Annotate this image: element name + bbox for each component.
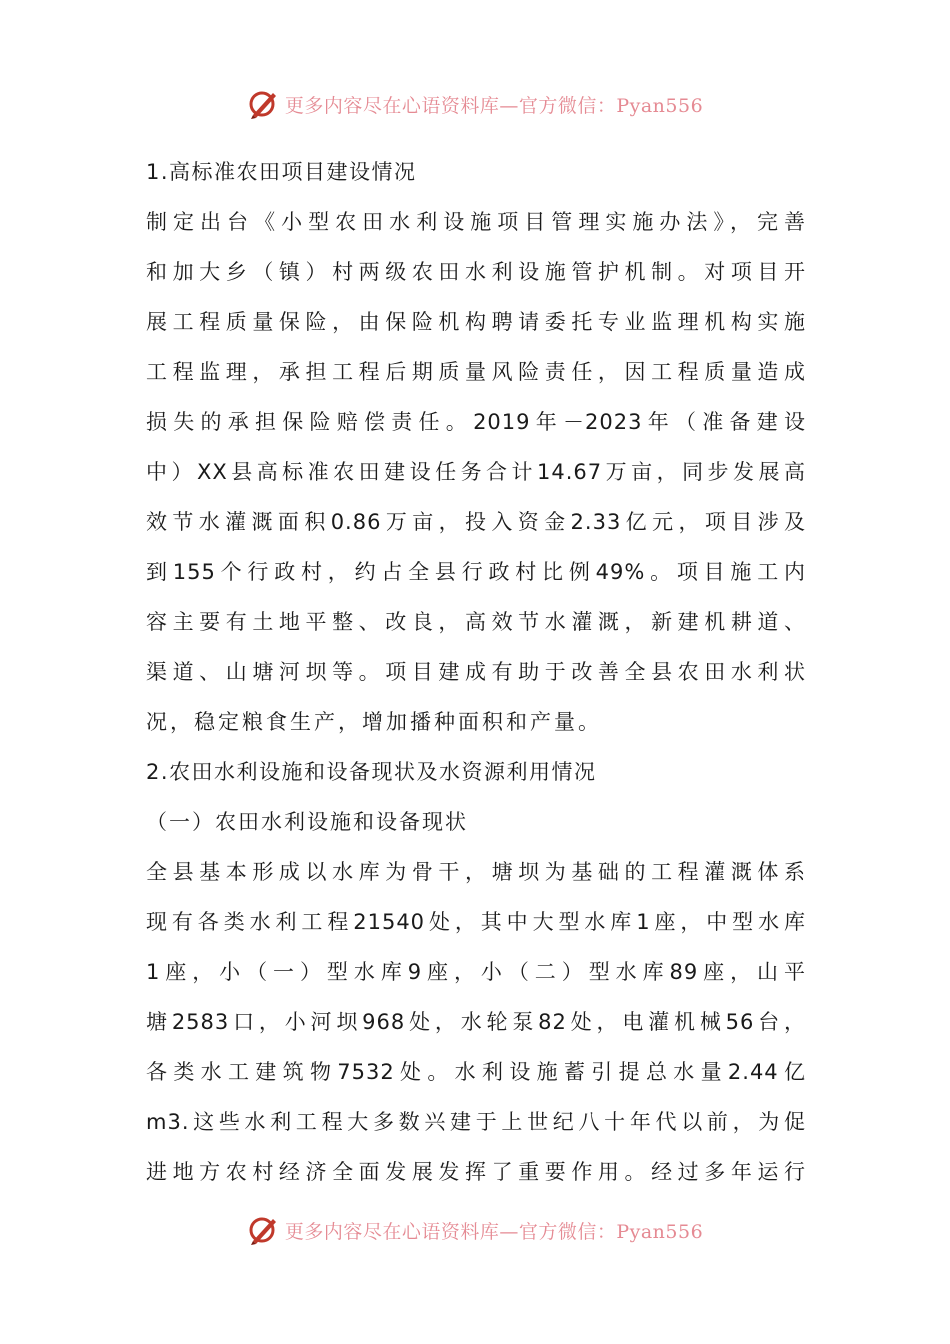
text-line: 损失的承担保险赔偿责任。2019年－2023年（准备建设 (146, 410, 806, 434)
banner-text: 更多内容尽在心语资料库—官方微信：Pyan556 (284, 94, 704, 117)
text-line: 全县基本形成以水库为骨干，塘坝为基础的工程灌溉体系 (146, 860, 806, 884)
text-line: 塘2583口，小河坝968处，水轮泵82处，电灌机械56台， (146, 1010, 806, 1034)
text-line: 到155个行政村，约占全县行政村比例49%。项目施工内 (146, 560, 806, 584)
document-body (146, 147, 806, 1197)
pen-logo-icon (247, 1213, 281, 1247)
text-line: 和加大乡（镇）村两级农田水利设施管护机制。对项目开 (146, 260, 806, 284)
text-line: 展工程质量保险，由保险机构聘请委托专业监理机构实施 (146, 310, 806, 334)
header-watermark-banner (0, 84, 950, 124)
section-heading: 1.高标准农田项目建设情况 (146, 160, 417, 184)
text-line: 进地方农村经济全面发展发挥了重要作用。经过多年运行 (146, 1160, 806, 1184)
section-heading: 2.农田水利设施和设备现状及水资源利用情况 (146, 760, 597, 784)
pen-logo-icon (247, 87, 281, 121)
text-line: 各类水工建筑物7532处。水利设施蓄引提总水量2.44亿 (146, 1060, 806, 1084)
text-line: 工程监理，承担工程后期质量风险责任，因工程质量造成 (146, 360, 806, 384)
text-line: 渠道、山塘河坝等。项目建成有助于改善全县农田水利状 (146, 660, 806, 684)
text-line: 制定出台《小型农田水利设施项目管理实施办法》，完善 (146, 210, 806, 234)
text-line: 中）XX县高标准农田建设任务合计14.67万亩，同步发展高 (146, 460, 806, 484)
text-line: m3.这些水利工程大多数兴建于上世纪八十年代以前，为促 (146, 1110, 806, 1134)
text-line: 容主要有土地平整、改良，高效节水灌溉，新建机耕道、 (146, 610, 806, 634)
footer-watermark-banner (0, 1210, 950, 1250)
text-line: 况，稳定粮食生产，增加播种面积和产量。 (146, 710, 602, 734)
subsection-heading: （一）农田水利设施和设备现状 (146, 810, 468, 834)
text-line: 现有各类水利工程21540处，其中大型水库1座，中型水库 (146, 910, 806, 934)
banner-text: 更多内容尽在心语资料库—官方微信：Pyan556 (284, 1220, 704, 1243)
text-line: 效节水灌溉面积0.86万亩，投入资金2.33亿元，项目涉及 (146, 510, 806, 534)
text-line: 1座，小（一）型水库9座，小（二）型水库89座，山平 (146, 960, 806, 984)
